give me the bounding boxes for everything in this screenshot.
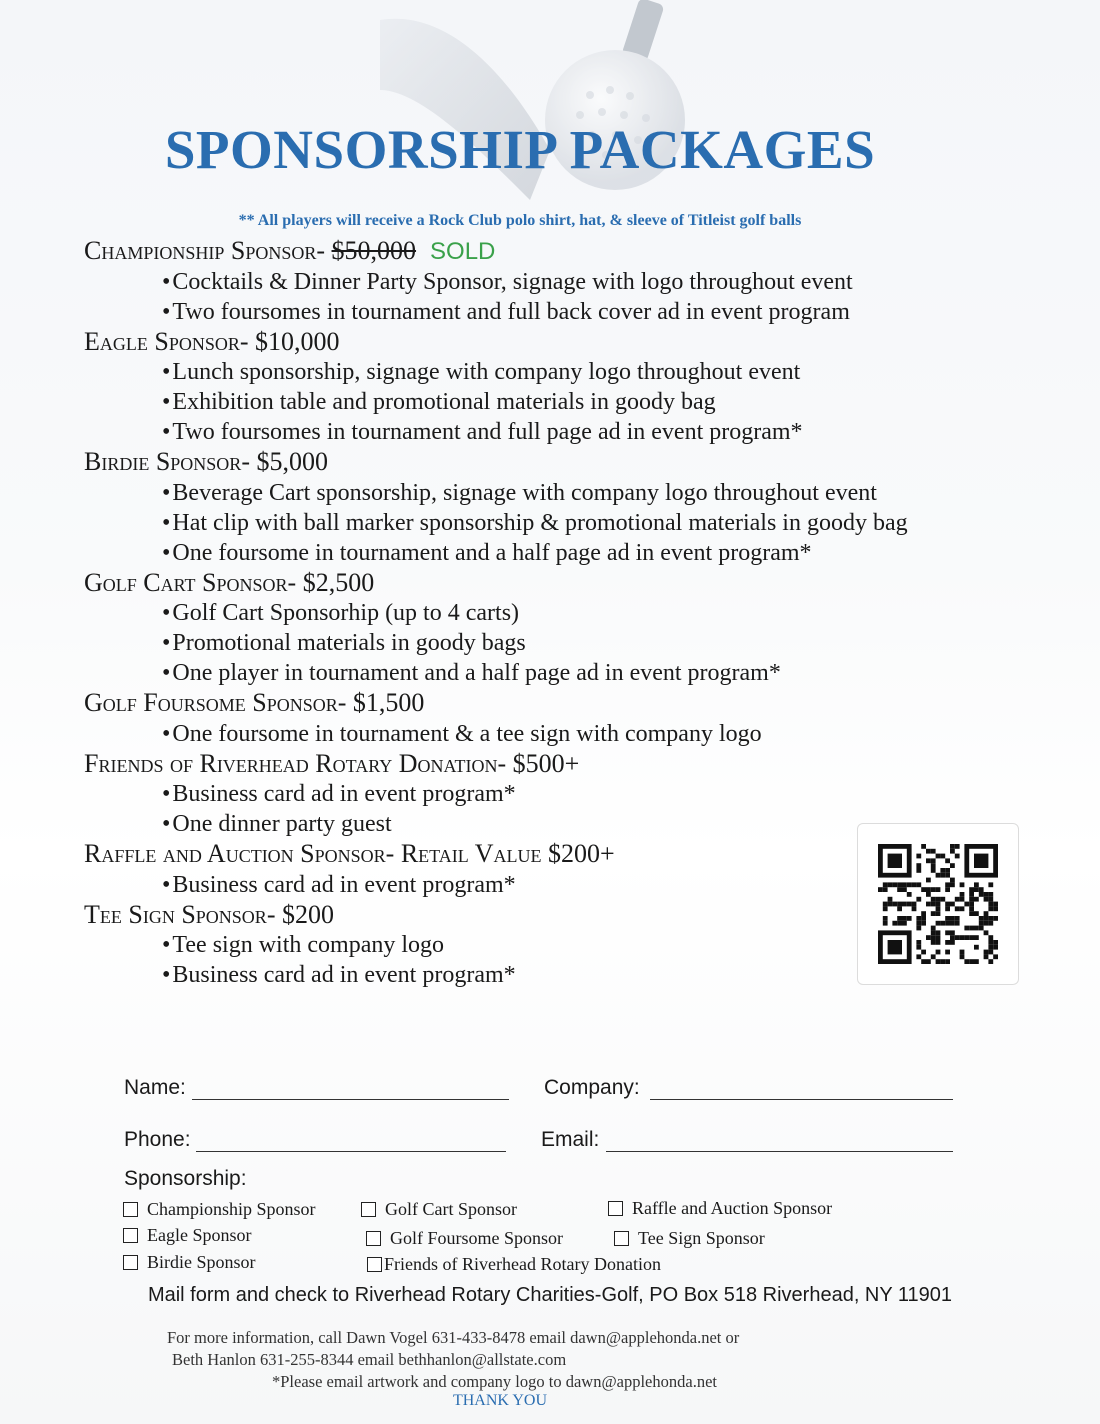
- list-item: •Lunch sponsorship, signage with company logo throughout event: [162, 359, 801, 385]
- checkbox-golf-cart[interactable]: Golf Cart Sponsor: [361, 1199, 517, 1220]
- checkbox-golf-foursome[interactable]: Golf Foursome Sponsor: [366, 1228, 563, 1249]
- package-price: $50,000: [331, 236, 417, 265]
- package-price: $200+: [548, 839, 615, 868]
- checkbox-box[interactable]: [361, 1202, 376, 1217]
- qr-code-icon: [878, 844, 998, 964]
- package-heading-eagle: Eagle Sponsor- $10,000: [84, 326, 340, 356]
- checkbox-tee-sign[interactable]: Tee Sign Sponsor: [614, 1228, 765, 1249]
- list-item: •Beverage Cart sponsorship, signage with company logo throughout event: [162, 479, 877, 506]
- checkbox-championship[interactable]: Championship Sponsor: [123, 1199, 316, 1220]
- package-price: $500+: [512, 748, 580, 778]
- page-title: SPONSORSHIP PACKAGES: [164, 119, 876, 180]
- checkbox-box[interactable]: [123, 1255, 138, 1270]
- list-item: •Two foursomes in tournament and full page ad in event program*: [162, 419, 803, 445]
- checkbox-box[interactable]: [123, 1228, 138, 1243]
- qr-code-card[interactable]: [857, 823, 1019, 985]
- sponsorship-label: Sponsorship:: [124, 1167, 247, 1190]
- checkbox-eagle[interactable]: Eagle Sponsor: [123, 1225, 251, 1246]
- list-item: •Business card ad in event program*: [162, 871, 516, 898]
- email-label: Email:: [541, 1128, 600, 1151]
- mail-instructions: Mail form and check to Riverhead Rotary Charities-Golf, PO Box 518 Riverhead, NY 11901: [147, 1284, 953, 1306]
- checkbox-box[interactable]: [366, 1231, 381, 1246]
- package-name: Championship Sponsor: [84, 236, 317, 265]
- package-name: Birdie Sponsor: [84, 447, 242, 476]
- name-label: Name:: [124, 1076, 186, 1099]
- package-name: Golf Foursome Sponsor: [84, 688, 338, 717]
- list-item: •Tee sign with company logo: [162, 932, 445, 958]
- package-heading-birdie: Birdie Sponsor- $5,000: [84, 447, 328, 476]
- package-name: Tee Sign Sponsor: [84, 899, 267, 929]
- thank-you-text: THANK YOU: [452, 1392, 548, 1409]
- package-heading-tee-sign: Tee Sign Sponsor- $200: [84, 899, 334, 929]
- checkbox-friends-donation[interactable]: Friends of Riverhead Rotary Donation: [367, 1254, 661, 1275]
- package-price: $2,500: [302, 567, 375, 597]
- package-name: Raffle and Auction Sponsor- Retail Value: [84, 839, 542, 868]
- list-item: •One dinner party guest: [162, 811, 392, 837]
- package-name: Friends of Riverhead Rotary Donation: [84, 748, 498, 778]
- checkbox-box[interactable]: [608, 1201, 623, 1216]
- sold-badge: SOLD: [430, 238, 496, 265]
- list-item: •Business card ad in event program*: [162, 962, 516, 988]
- list-item: •Golf Cart Sponsorhip (up to 4 carts): [162, 600, 520, 626]
- package-name: Golf Cart Sponsor: [84, 567, 288, 597]
- list-item: •Hat clip with ball marker sponsorship & promotional materials in goody bag: [162, 509, 908, 536]
- package-heading-golf-cart: Golf Cart Sponsor- $2,500: [84, 567, 375, 597]
- phone-label: Phone:: [124, 1128, 191, 1151]
- checkbox-box[interactable]: [367, 1257, 382, 1272]
- list-item: •Business card ad in event program*: [162, 781, 516, 807]
- package-price: $5,000: [256, 447, 328, 476]
- checkbox-raffle-auction[interactable]: Raffle and Auction Sponsor: [608, 1198, 832, 1219]
- list-item: •One player in tournament and a half page ad in event program*: [162, 660, 781, 686]
- list-item: •Two foursomes in tournament and full back cover ad in event program: [162, 298, 850, 325]
- list-item: •One foursome in tournament & a tee sign with company logo: [162, 720, 762, 747]
- package-heading-friends-donation: Friends of Riverhead Rotary Donation- $500+: [84, 748, 580, 778]
- artwork-note: *Please email artwork and company logo to dawn@applehonda.net: [272, 1372, 717, 1391]
- phone-field[interactable]: [196, 1151, 506, 1152]
- name-field[interactable]: [192, 1099, 509, 1100]
- company-label: Company:: [544, 1076, 640, 1099]
- list-item: •Promotional materials in goody bags: [162, 630, 526, 656]
- golf-club-ball-icon: [380, 0, 740, 230]
- package-price: $1,500: [352, 688, 425, 717]
- checkbox-birdie[interactable]: Birdie Sponsor: [123, 1252, 256, 1273]
- package-price: $10,000: [255, 326, 340, 356]
- company-field[interactable]: [650, 1099, 953, 1100]
- package-heading-golf-foursome: Golf Foursome Sponsor- $1,500: [84, 688, 425, 717]
- package-price: $200: [281, 899, 334, 929]
- package-name: Eagle Sponsor: [84, 326, 240, 356]
- list-item: •One foursome in tournament and a half page ad in event program*: [162, 539, 812, 566]
- package-heading-championship: Championship Sponsor- $50,000 SOLD: [84, 236, 496, 265]
- list-item: •Exhibition table and promotional materials in goody bag: [162, 389, 716, 415]
- checkbox-box[interactable]: [614, 1231, 629, 1246]
- players-note: ** All players will receive a Rock Club polo shirt, hat, & sleeve of Titleist golf balls: [238, 212, 802, 229]
- list-item: •Cocktails & Dinner Party Sponsor, signage with logo throughout event: [162, 268, 853, 295]
- checkbox-box[interactable]: [123, 1202, 138, 1217]
- email-field[interactable]: [606, 1151, 953, 1152]
- contact-info-line-1: For more information, call Dawn Vogel 631-433-8478 email dawn@applehonda.net or: [167, 1328, 740, 1347]
- contact-info-line-2: Beth Hanlon 631-255-8344 email bethhanlon@allstate.com: [172, 1350, 567, 1369]
